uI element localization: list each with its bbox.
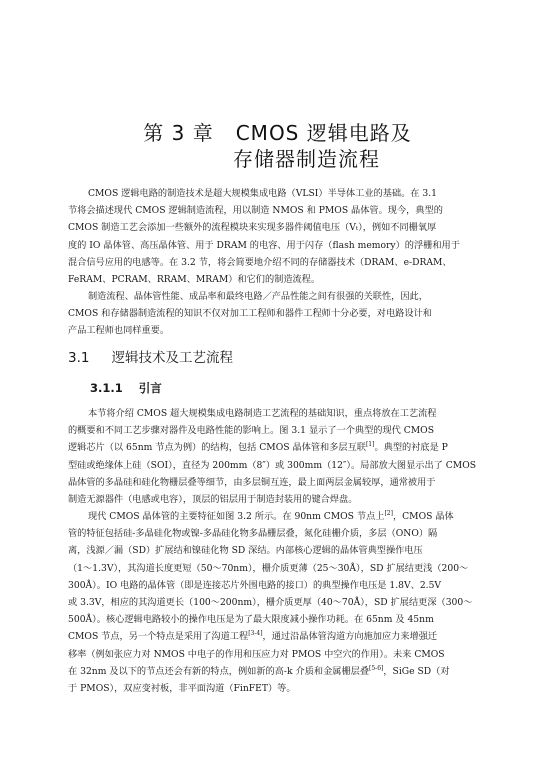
text-line: 制造流程、晶体管性能、成品率和最终电路／产品性能之间有很强的关联性，因此， — [88, 291, 428, 302]
text-line: CMOS 和存储器制造流程的知识不仅对加工工程师和器件工程师十分必要，对电路设计和 — [68, 308, 432, 320]
citation: [3-4] — [248, 630, 263, 638]
text-line: 移率（例如张应力对 NMOS 中电子的作用和压应力对 PMOS 中空穴的作用）。未来 CMOS — [68, 648, 445, 660]
text-line — [68, 663, 486, 680]
text-segment: 在 32nm 及以下的节点还会有新的特点，例如新的高-k 介质和金属栅层叠 — [68, 665, 370, 677]
citation: [5-6] — [369, 664, 384, 672]
text-line: 或 3.3V，相应的其沟道更长（100～200nm），栅介质更厚（40～70Å），SD 扩展结更深（300～ — [68, 597, 473, 609]
subsection-heading — [90, 380, 162, 396]
text-line: 型硅或绝缘体上硅（SOI），直径为 200mm（8″）或 300mm（12″）。局部放大图显示出了 CMOS — [68, 459, 477, 471]
text-segment: ，SiGe SD（对 — [383, 665, 450, 677]
intro-paragraph-2 — [68, 288, 486, 340]
text-line: CMOS 制造工艺会添加一些额外的流程模块来实现多器件阈值电压（Vₜ），例如不同栅氧厚 — [68, 222, 437, 234]
text-line — [68, 439, 486, 456]
text-line: 节将会描述现代 CMOS 逻辑制造流程，用以制造 NMOS 和 PMOS 晶体管。现今，典型的 — [68, 205, 443, 217]
intro-paragraph — [68, 185, 486, 288]
text-line: 产品工程师也同样重要。 — [68, 325, 170, 337]
chapter-title-line2: 存储器制造流程 — [233, 147, 380, 171]
text-segment: ，通过沿晶体管沟道方向施加应力来增强迁 — [262, 631, 438, 643]
text-line: 混合信号应用的电感等。在 3.2 节，将会简要地介绍不同的存储器技术（DRAM、e-DRAM、 — [68, 256, 452, 268]
text-line: （1～1.3V），其沟道长度更短（50～70nm），栅介质更薄（25～30Å），SD 扩展结更浅（200～ — [68, 562, 469, 574]
subsection-title: 引言 — [138, 381, 162, 395]
text-line: 管的特征包括硅-多晶硅化物或镍-多晶硅化物多晶栅层叠，氮化硅栅介质，多层（ONO）隔 — [68, 528, 438, 540]
text-line: FeRAM、PCRAM、RRAM、MRAM）和它们的制造流程。 — [68, 274, 321, 286]
chapter-title-line1 — [0, 117, 555, 146]
text-segment: ，CMOS 晶体 — [392, 511, 454, 522]
citation: [1] — [365, 441, 375, 449]
text-segment: CMOS 节点，另一个特点是采用了沟道工程 — [68, 631, 249, 643]
text-line — [68, 508, 486, 525]
text-segment: 现代 CMOS 晶体管的主要特征如图 3.2 所示。在 90nm CMOS 节点上 — [88, 511, 385, 522]
subsection-number: 3.1.1 — [90, 381, 123, 395]
text-line: 制造无源器件（电感或电容），顶层的铝层用于制造封装用的键合焊盘。 — [68, 494, 358, 506]
chapter-title-part1: CMOS 逻辑电路及 — [235, 121, 412, 145]
chapter-number: 第 3 章 — [143, 121, 214, 145]
text-line — [68, 628, 486, 645]
text-line: 度的 IO 晶体管、高压晶体管、用于 DRAM 的电容、用于闪存（flash memory）的浮栅和用于 — [68, 239, 460, 251]
text-line: 于 PMOS），双应变衬板，非平面沟道（FinFET）等。 — [68, 683, 296, 695]
text-line: 本节将介绍 CMOS 超大规模集成电路制造工艺流程的基础知识，重点将放在工艺流程 — [88, 408, 437, 419]
text-line: 晶体管的多晶硅和硅化物栅层叠等细节，由多层铜互连，最上面两层金属较厚，通常被用于 — [68, 476, 436, 488]
body-paragraph-2 — [68, 508, 486, 697]
section-title: 逻辑技术及工艺流程 — [111, 350, 233, 366]
text-line: 300Å）。IO 电路的晶体管（即是连接芯片外围电路的接口）的典型操作电压是 1.8V、2.5V — [68, 579, 442, 591]
text-line: CMOS 逻辑电路的制造技术是超大规模集成电路（VLSI）半导体工业的基础。在 3.1 — [88, 188, 437, 199]
body-paragraph-1 — [68, 405, 486, 508]
text-line: 的概要和不同工艺步骤对器件及电路性能的影响上。图 3.1 显示了一个典型的现代 CMOS — [68, 425, 435, 437]
citation: [2] — [384, 509, 393, 517]
text-segment: 。典型的衬底是 P — [374, 442, 448, 454]
section-heading — [68, 346, 233, 366]
section-number: 3.1 — [68, 350, 90, 366]
text-line: 离，浅源／漏（SD）扩展结和镍硅化物 SD 深结。内部核心逻辑的晶体管典型操作电压 — [68, 545, 423, 557]
text-line: 500Å）。核心逻辑电路较小的操作电压是为了最大限度减小操作功耗。在 65nm 及 45nm — [68, 614, 434, 626]
text-segment: 逻辑芯片（以 65nm 节点为例）的结构，包括 CMOS 晶体管和多层互联 — [68, 442, 366, 454]
